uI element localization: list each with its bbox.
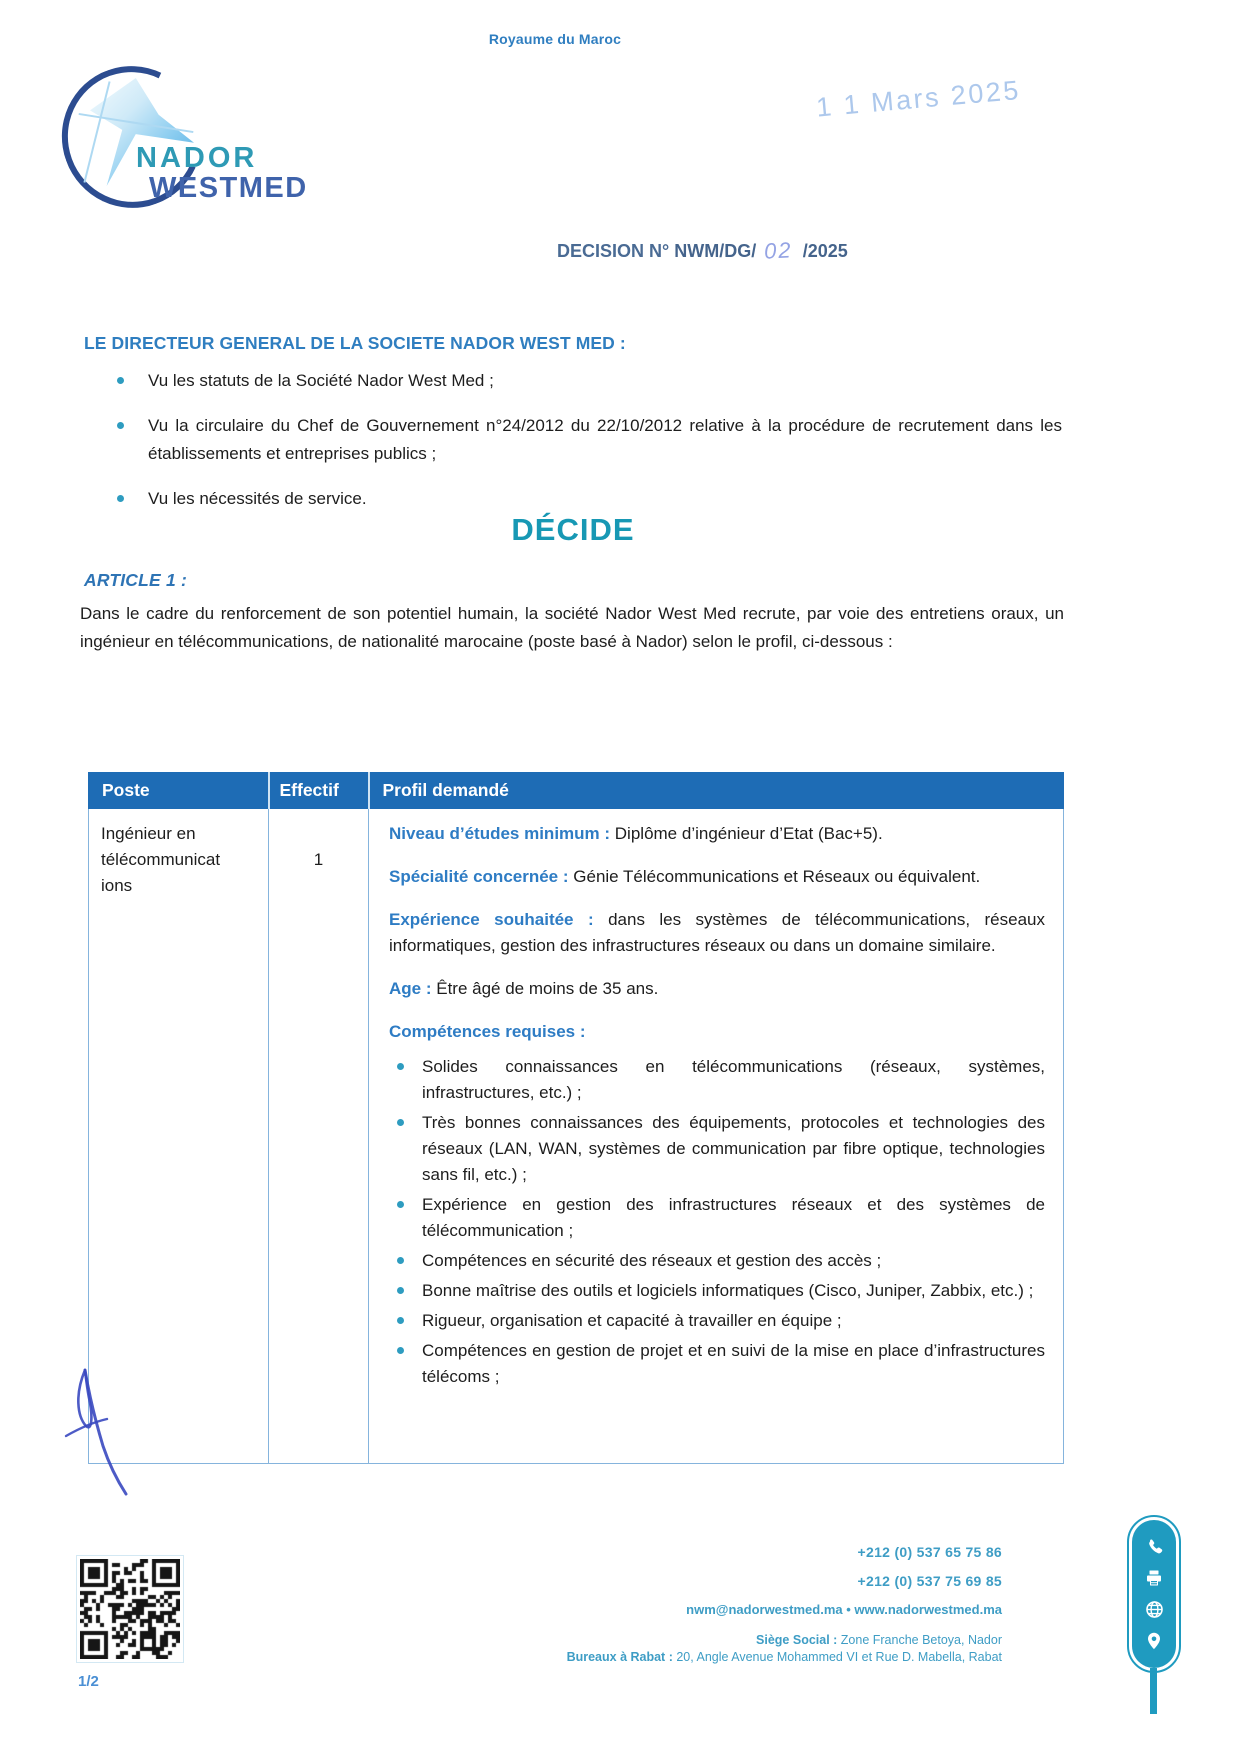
- competence-item: Solides connaissances en télécommunications (réseaux, systèmes, infrastructures, etc.) ;: [389, 1054, 1045, 1106]
- contact-phone-2: +212 (0) 537 75 69 85: [857, 1573, 1002, 1589]
- contact-icon-pill: [1132, 1520, 1176, 1668]
- visa-item: Vu les statuts de la Société Nador West Med ;: [84, 367, 1062, 395]
- contact-hq-text: Zone Franche Betoya, Nador: [837, 1633, 1002, 1647]
- competence-item: Très bonnes connaissances des équipements, protocoles et technologies des réseaux (LAN, WAN, systèmes de communication par fibre optique, technologies sans fil, etc.) ;: [389, 1110, 1045, 1188]
- decision-ref: NWM/DG/: [674, 241, 757, 261]
- date-stamp: 1 1 Mars 2025: [815, 74, 1022, 123]
- section-text: Diplôme d’ingénieur d’Etat (Bac+5).: [614, 824, 883, 843]
- effectif-cell: 1: [269, 809, 369, 1464]
- decision-year: /2025: [802, 241, 848, 261]
- contact-rabat-label: Bureaux à Rabat :: [566, 1650, 673, 1664]
- section-text: Être âgé de moins de 35 ans.: [436, 979, 659, 998]
- contact-email-web: nwm@nadorwestmed.ma • www.nadorwestmed.ma: [686, 1602, 1002, 1617]
- kingdom-title: Royaume du Maroc: [488, 31, 622, 47]
- profil-section: [389, 1019, 1045, 1045]
- profil-cell: [369, 809, 1064, 1464]
- location-pin-icon: [1144, 1631, 1164, 1651]
- profil-section: [389, 821, 1045, 847]
- table-header-poste: Poste: [89, 773, 269, 809]
- competence-item: Bonne maîtrise des outils et logiciels informatiques (Cisco, Juniper, Zabbix, etc.) ;: [389, 1278, 1045, 1304]
- section-label: Age :: [389, 979, 432, 998]
- visa-item: Vu les nécessités de service.: [84, 485, 1062, 513]
- section-text: dans les systèmes de télécommunications, réseaux informatiques, gestion des infrastructures réseaux ou dans un domaine similaire.: [389, 910, 1046, 955]
- article-title: ARTICLE 1 :: [84, 570, 187, 590]
- contact-hq: [402, 1632, 1002, 1649]
- profil-section: [389, 864, 1045, 890]
- printer-icon: [1144, 1568, 1164, 1588]
- signature-ink: [52, 1358, 147, 1513]
- competence-item: Rigueur, organisation et capacité à travailler en équipe ;: [389, 1308, 1045, 1334]
- contact-rabat: [402, 1649, 1002, 1666]
- competence-item: Compétences en gestion de projet et en suivi de la mise en place d’infrastructures télécoms ;: [389, 1338, 1045, 1390]
- globe-icon: [1144, 1599, 1165, 1620]
- section-label: Niveau d’études minimum :: [389, 824, 611, 843]
- logo-text-westmed: WESTMED: [149, 172, 308, 204]
- decision-number-handwritten: 02: [763, 237, 794, 264]
- competence-item: Compétences en sécurité des réseaux et gestion des accès ;: [389, 1248, 1045, 1274]
- page-number: 1/2: [78, 1673, 99, 1690]
- decision-label: DECISION N°: [557, 241, 670, 261]
- section-label: Expérience souhaitée :: [389, 910, 594, 929]
- profil-section: [389, 907, 1045, 959]
- competence-list: [389, 1054, 1045, 1390]
- phone-icon: [1144, 1537, 1164, 1557]
- profil-section: [389, 976, 1045, 1002]
- contact-phone-1: +212 (0) 537 65 75 86: [857, 1544, 1002, 1560]
- poste-cell: Ingénieur en télécommunications: [89, 809, 269, 1464]
- recruitment-table: [88, 772, 1064, 1464]
- competence-item: Expérience en gestion des infrastructures réseaux et des systèmes de télécommunication ;: [389, 1192, 1045, 1244]
- section-label: Spécialité concernée :: [389, 867, 569, 886]
- logo-text-nador: NADOR: [136, 142, 258, 174]
- section-label: Compétences requises :: [389, 1022, 586, 1041]
- table-header-profil: Profil demandé: [369, 773, 1064, 809]
- contact-hq-label: Siège Social :: [756, 1633, 838, 1647]
- decide-title: DÉCIDE: [511, 512, 635, 547]
- visa-item: Vu la circulaire du Chef de Gouvernement n°24/2012 du 22/10/2012 relative à la procédure de recrutement dans les établissements et entreprises publics ;: [84, 412, 1062, 468]
- table-row: [89, 809, 1064, 1464]
- pill-tail: [1150, 1668, 1157, 1714]
- article-paragraph: Dans le cadre du renforcement de son potentiel humain, la société Nador West Med recrute, par voie des entretiens oraux, un ingénieur en télécommunications, de nationalité marocaine (poste basé à Nador) selon le profil, ci-dessous :: [80, 604, 1064, 651]
- director-heading: LE DIRECTEUR GENERAL DE LA SOCIETE NADOR WEST MED :: [84, 333, 626, 353]
- contact-rabat-text: 20, Angle Avenue Mohammed VI et Rue D. Mabella, Rabat: [672, 1650, 1002, 1664]
- section-text: Génie Télécommunications et Réseaux ou équivalent.: [573, 867, 981, 886]
- decision-heading: [557, 237, 848, 263]
- company-logo: [60, 60, 360, 220]
- table-header-effectif: Effectif: [269, 773, 369, 809]
- visa-list: [84, 367, 1062, 530]
- contact-block: [402, 1544, 1002, 1666]
- qr-code: [76, 1555, 184, 1663]
